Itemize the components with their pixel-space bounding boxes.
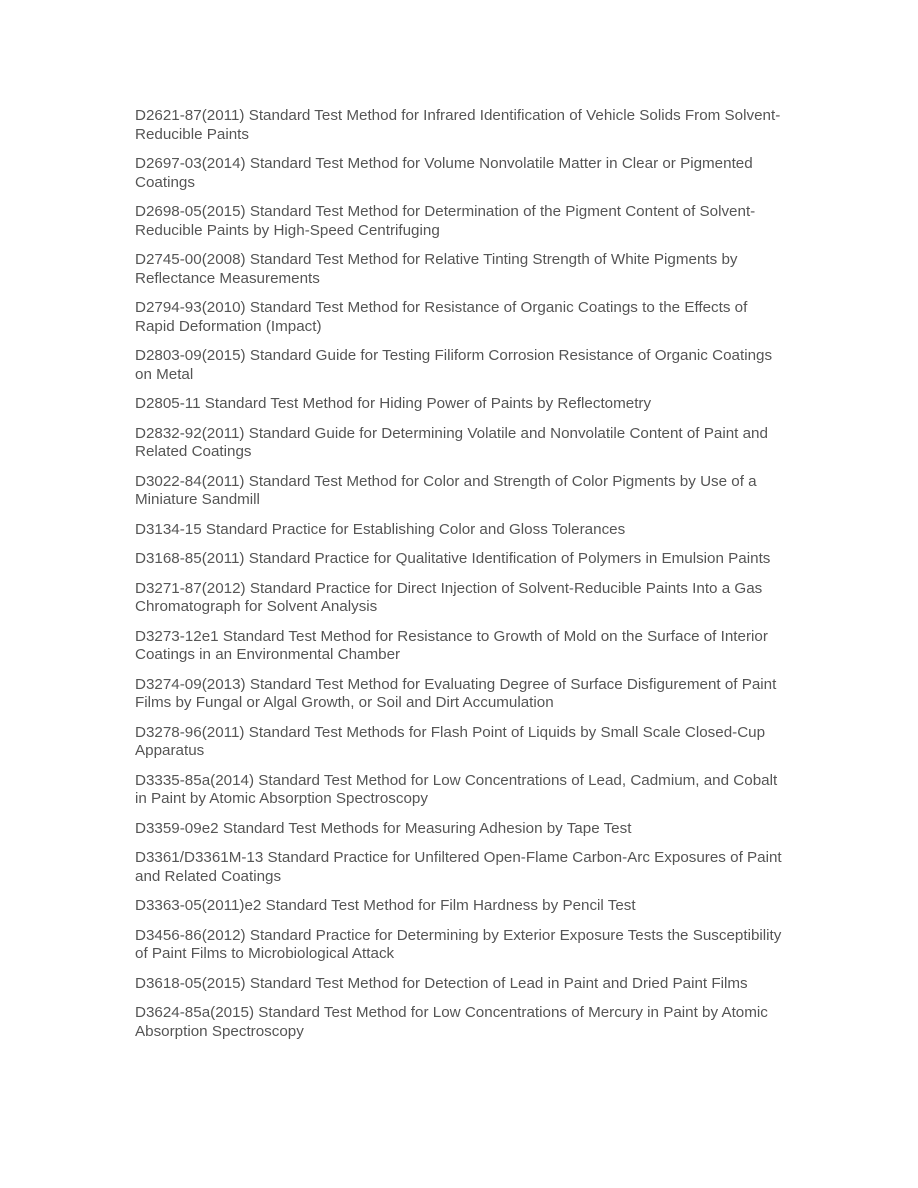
standard-entry: D3271-87(2012) Standard Practice for Direct Injection of Solvent-Reducible Paints Into a Gas Chromatograph for Solvent Analysis xyxy=(135,579,763,615)
standard-entry: D3274-09(2013) Standard Test Method for Evaluating Degree of Surface Disfigurement of Paint Films by Fungal or Algal Growth, or Soil and Dirt Accumulation xyxy=(135,675,777,711)
standard-entry: D3278-96(2011) Standard Test Methods for Flash Point of Liquids by Small Scale Closed-Cup Apparatus xyxy=(135,723,766,759)
standard-entry: D2697-03(2014) Standard Test Method for Volume Nonvolatile Matter in Clear or Pigmented Coatings xyxy=(135,155,753,191)
document-page xyxy=(135,107,790,1052)
standard-entry: D3618-05(2015) Standard Test Method for Detection of Lead in Paint and Dried Paint Films xyxy=(135,974,748,992)
standard-entry: D2832-92(2011) Standard Guide for Determining Volatile and Nonvolatile Content of Paint and Related Coatings xyxy=(135,424,768,460)
standard-entry: D2698-05(2015) Standard Test Method for Determination of the Pigment Content of Solvent-Reducible Paints by High-Speed Centrifuging xyxy=(135,203,756,239)
standard-entry: D3456-86(2012) Standard Practice for Determining by Exterior Exposure Tests the Susceptibility of Paint Films to Microbiological Attack xyxy=(135,926,782,962)
standard-entry: D3168-85(2011) Standard Practice for Qualitative Identification of Polymers in Emulsion Paints xyxy=(135,550,771,567)
standard-entry: D3273-12e1 Standard Test Method for Resistance to Growth of Mold on the Surface of Interior Coatings in an Environmental Chamber xyxy=(135,627,768,663)
standard-entry: D3335-85a(2014) Standard Test Method for Low Concentrations of Lead, Cadmium, and Cobalt in Paint by Atomic Absorption Spectroscopy xyxy=(135,771,778,807)
standard-entry: D3022-84(2011) Standard Test Method for Color and Strength of Color Pigments by Use of a Miniature Sandmill xyxy=(135,472,757,508)
standard-entry: D2794-93(2010) Standard Test Method for Resistance of Organic Coatings to the Effects of Rapid Deformation (Impact) xyxy=(135,299,748,335)
standard-entry: D2745-00(2008) Standard Test Method for Relative Tinting Strength of White Pigments by Reflectance Measurements xyxy=(135,251,738,287)
standard-entry: D2805-11 Standard Test Method for Hiding Power of Paints by Reflectometry xyxy=(135,395,652,412)
standard-entry: D3134-15 Standard Practice for Establishing Color and Gloss Tolerances xyxy=(135,520,626,538)
standard-entry: D3363-05(2011)e2 Standard Test Method for Film Hardness by Pencil Test xyxy=(135,897,636,914)
standard-entry: D2803-09(2015) Standard Guide for Testing Filiform Corrosion Resistance of Organic Coatings on Metal xyxy=(135,347,773,383)
standard-entry: D2621-87(2011) Standard Test Method for Infrared Identification of Vehicle Solids From Solvent-Reducible Paints xyxy=(135,107,781,143)
standard-entry: D3359-09e2 Standard Test Methods for Measuring Adhesion by Tape Test xyxy=(135,819,632,837)
standard-entry: D3361/D3361M-13 Standard Practice for Unfiltered Open-Flame Carbon-Arc Exposures of Paint and Related Coatings xyxy=(135,849,782,885)
standard-entry: D3624-85a(2015) Standard Test Method for Low Concentrations of Mercury in Paint by Atomic Absorption Spectroscopy xyxy=(135,1004,768,1040)
